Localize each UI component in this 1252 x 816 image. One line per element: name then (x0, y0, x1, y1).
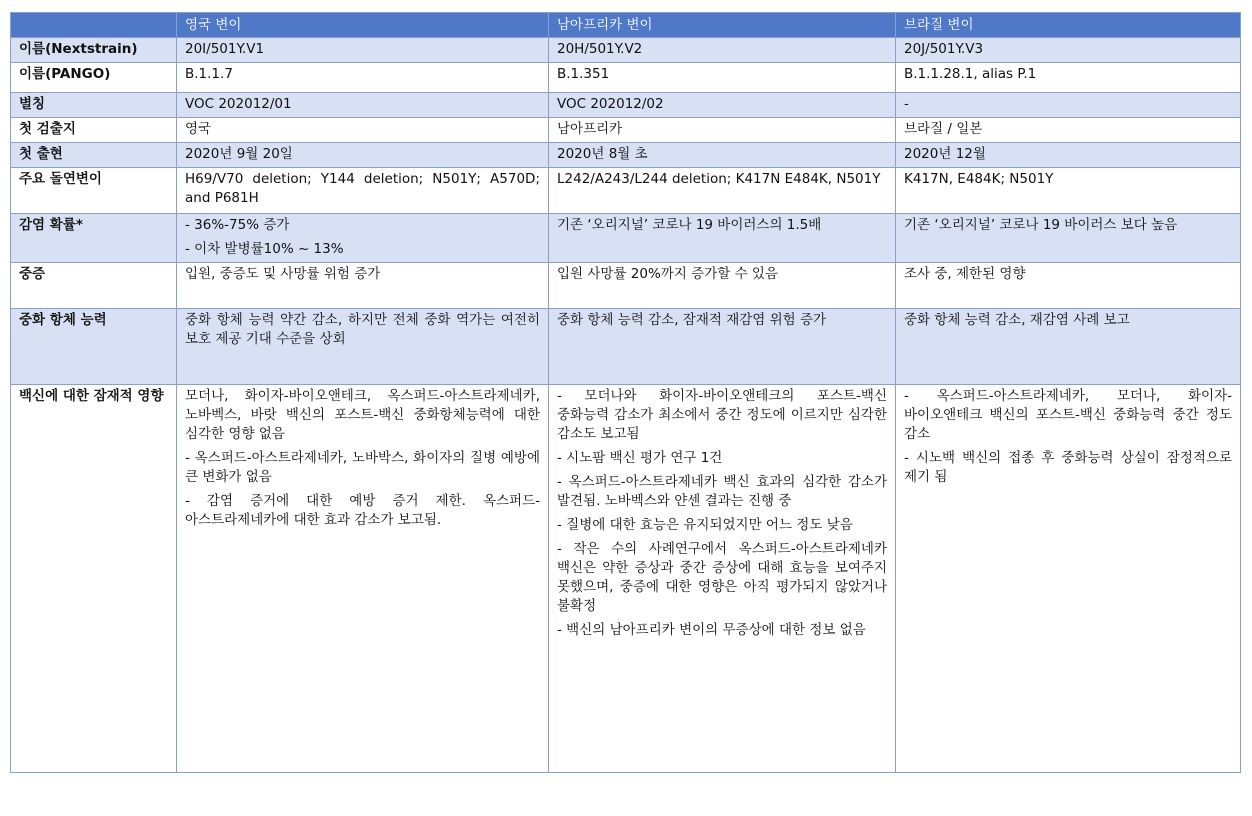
cell-paragraph: 입원 사망률 20%까지 증가할 수 있음 (557, 266, 778, 282)
row-label: 백신에 대한 잠재적 영향 (11, 385, 177, 773)
row-name-nextstrain (11, 38, 1241, 63)
header-uk-variant: 영국 변이 (177, 13, 549, 38)
cell-brazil (896, 38, 1241, 63)
header-row (11, 13, 1241, 38)
header-south-africa-variant: 남아프리카 변이 (549, 13, 896, 38)
cell-paragraph: - 옥스퍼드-아스트라제네카 백신 효과의 심각한 감소가 발견됨. 노바벡스와 얀센 결과는 진행 중 (557, 474, 887, 509)
cell-uk (177, 168, 549, 214)
cell-paragraph: VOC 202012/02 (557, 96, 664, 112)
row-label: 이름(PANGO) (11, 63, 177, 93)
header-corner (11, 13, 177, 38)
cell-paragraph: 영국 (185, 121, 212, 137)
cell-paragraph: 중화 항체 능력 감소, 잠재적 재감염 위험 증가 (557, 312, 827, 328)
row-alias (11, 93, 1241, 118)
cell-south-africa (549, 309, 896, 385)
cell-south-africa (549, 214, 896, 263)
cell-paragraph: - 감염 증거에 대한 예방 증거 제한. 옥스퍼드-아스트라제네카에 대한 효과 감소가 보고됨. (185, 493, 540, 528)
cell-paragraph: - 36%-75% 증가 (185, 217, 290, 233)
header-brazil-variant: 브라질 변이 (896, 13, 1241, 38)
cell-uk (177, 143, 549, 168)
row-infection-probability (11, 214, 1241, 263)
cell-south-africa (549, 118, 896, 143)
cell-paragraph: - 시노백 백신의 접종 후 중화능력 상실이 잠정적으로 제기 됨 (904, 450, 1232, 485)
cell-paragraph: B.1.1.7 (185, 66, 233, 82)
cell-brazil (896, 263, 1241, 309)
cell-paragraph: 입원, 중증도 및 사망률 위험 증가 (185, 266, 381, 282)
cell-paragraph: - 질병에 대한 효능은 유지되었지만 어느 정도 낮음 (557, 517, 853, 533)
row-name-pango (11, 63, 1241, 93)
cell-paragraph: 브라질 / 일본 (904, 121, 983, 137)
cell-paragraph: 2020년 12월 (904, 146, 986, 162)
cell-uk (177, 263, 549, 309)
cell-brazil (896, 385, 1241, 773)
cell-paragraph: - (904, 96, 909, 112)
cell-uk (177, 38, 549, 63)
cell-paragraph: - 이차 발병률10% ~ 13% (185, 241, 344, 257)
row-first-emergence (11, 143, 1241, 168)
cell-uk (177, 118, 549, 143)
cell-paragraph: - 옥스퍼드-아스트라제네카, 모더나, 화이자-바이오앤테크 백신의 포스트-백신 중화능력 중간 정도 감소 (904, 388, 1232, 442)
cell-brazil (896, 214, 1241, 263)
cell-brazil (896, 309, 1241, 385)
row-label: 감염 확률* (11, 214, 177, 263)
cell-brazil (896, 143, 1241, 168)
row-severity (11, 263, 1241, 309)
cell-brazil (896, 63, 1241, 93)
cell-south-africa (549, 38, 896, 63)
cell-paragraph: K417N, E484K; N501Y (904, 171, 1054, 187)
cell-paragraph: B.1.351 (557, 66, 610, 82)
row-label: 별칭 (11, 93, 177, 118)
cell-paragraph: L242/A243/L244 deletion; K417N E484K, N501Y (557, 171, 881, 187)
cell-paragraph: 모더나, 화이자-바이오앤테크, 옥스퍼드-아스트라제네카, 노바벡스, 바랏 백신의 포스트-백신 중화항체능력에 대한 심각한 영향 없음 (185, 388, 540, 442)
row-neutralizing-antibody (11, 309, 1241, 385)
cell-paragraph: 20J/501Y.V3 (904, 41, 984, 57)
row-label: 이름(Nextstrain) (11, 38, 177, 63)
cell-paragraph: 20I/501Y.V1 (185, 41, 265, 57)
cell-paragraph: 20H/501Y.V2 (557, 41, 643, 57)
row-label: 중화 항체 능력 (11, 309, 177, 385)
row-first-detection (11, 118, 1241, 143)
cell-paragraph: - 작은 수의 사례연구에서 옥스퍼드-아스트라제네카 백신은 약한 증상과 중간 증상에 대해 효능을 보여주지 못했으며, 중증에 대한 영향은 아직 평가되지 않았거나 불확정 (557, 541, 887, 614)
cell-uk (177, 385, 549, 773)
cell-south-africa (549, 168, 896, 214)
cell-paragraph: 조사 중, 제한된 영향 (904, 266, 1026, 282)
cell-brazil (896, 93, 1241, 118)
variant-comparison-table (10, 12, 1241, 773)
cell-paragraph: 기존 ‘오리지널’ 코로나 19 바이러스의 1.5배 (557, 217, 822, 233)
cell-paragraph: 중화 항체 능력 감소, 재감염 사례 보고 (904, 312, 1130, 328)
cell-south-africa (549, 143, 896, 168)
cell-paragraph: 2020년 9월 20일 (185, 146, 293, 162)
row-label: 주요 돌연변이 (11, 168, 177, 214)
cell-paragraph: - 옥스퍼드-아스트라제네카, 노바박스, 화이자의 질병 예방에 큰 변화가 없음 (185, 450, 540, 485)
cell-paragraph: 기존 ‘오리지널’ 코로나 19 바이러스 보다 높음 (904, 217, 1178, 233)
cell-paragraph: H69/V70 deletion; Y144 deletion; N501Y; A570D; and P681H (185, 171, 540, 206)
row-vaccine-impact (11, 385, 1241, 773)
cell-south-africa (549, 63, 896, 93)
cell-paragraph: VOC 202012/01 (185, 96, 292, 112)
cell-uk (177, 93, 549, 118)
cell-uk (177, 309, 549, 385)
row-label: 첫 출현 (11, 143, 177, 168)
cell-south-africa (549, 93, 896, 118)
cell-paragraph: 중화 항체 능력 약간 감소, 하지만 전체 중화 역가는 여전히 보호 제공 기대 수준을 상회 (185, 312, 540, 347)
cell-paragraph: - 시노팜 백신 평가 연구 1건 (557, 450, 723, 466)
cell-paragraph: B.1.1.28.1, alias P.1 (904, 66, 1037, 82)
row-label: 중증 (11, 263, 177, 309)
cell-south-africa (549, 263, 896, 309)
row-key-mutations (11, 168, 1241, 214)
cell-paragraph: - 백신의 남아프리카 변이의 무증상에 대한 정보 없음 (557, 622, 866, 638)
cell-paragraph: 2020년 8월 초 (557, 146, 648, 162)
cell-brazil (896, 168, 1241, 214)
cell-uk (177, 63, 549, 93)
cell-brazil (896, 118, 1241, 143)
cell-paragraph: 남아프리카 (557, 121, 623, 137)
cell-paragraph: - 모더나와 화이자-바이오앤테크의 포스트-백신 중화능력 감소가 최소에서 중간 정도에 이르지만 심각한 감소도 보고됨 (557, 388, 887, 442)
cell-uk (177, 214, 549, 263)
row-label: 첫 검출지 (11, 118, 177, 143)
cell-south-africa (549, 385, 896, 773)
